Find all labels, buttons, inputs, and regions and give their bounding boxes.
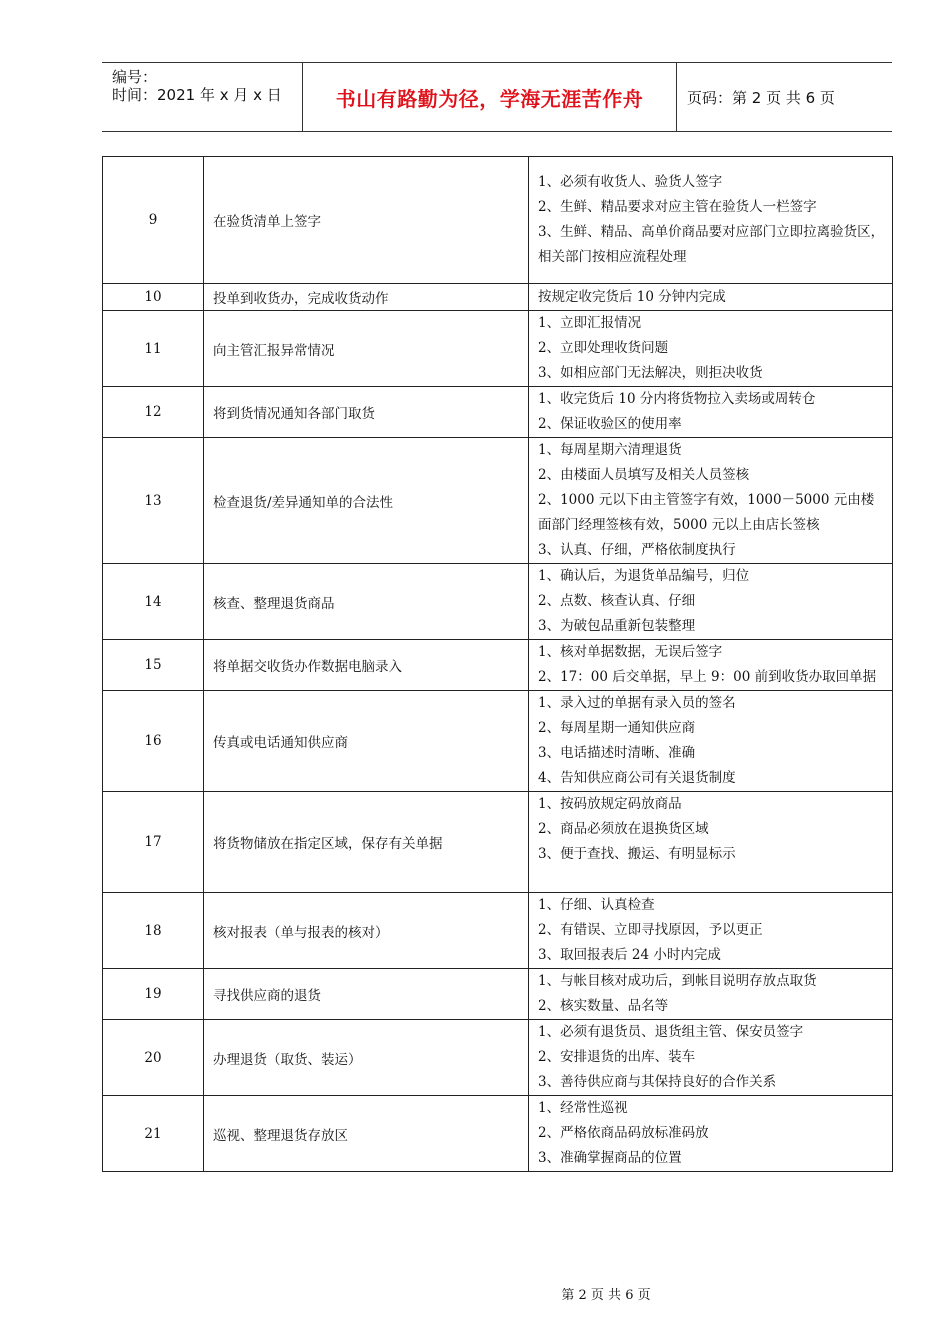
row-task: 在验货清单上签字 bbox=[204, 157, 529, 284]
row-number: 12 bbox=[103, 387, 204, 438]
table-row bbox=[103, 157, 893, 284]
row-task: 核查、整理退货商品 bbox=[204, 564, 529, 640]
row-requirements bbox=[529, 284, 893, 311]
requirement-line: 3、便于查找、搬运、有明显标示 bbox=[538, 846, 736, 862]
row-number: 10 bbox=[103, 284, 204, 311]
row-number: 13 bbox=[103, 438, 204, 564]
requirement-line: 2、1000 元以下由主管签字有效，1000－5000 元由楼面部门经理签核有效，5000 元以上由店长签核 bbox=[538, 492, 875, 533]
requirement-line: 2、核实数量、品名等 bbox=[538, 998, 669, 1014]
requirement-line: 2、立即处理收货问题 bbox=[538, 340, 669, 356]
requirement-line: 2、安排退货的出库、装车 bbox=[538, 1049, 696, 1065]
requirement-line: 2、由楼面人员填写及相关人员签核 bbox=[538, 467, 750, 483]
requirement-line: 1、经常性巡视 bbox=[538, 1100, 628, 1116]
requirement-line: 3、电话描述时清晰、准确 bbox=[538, 745, 696, 761]
row-requirements bbox=[529, 1096, 893, 1172]
requirement-line: 3、如相应部门无法解决，则拒决收货 bbox=[538, 365, 763, 381]
requirement-line: 2、17：00 后交单据，早上 9：00 前到收货办取回单据 bbox=[538, 669, 877, 685]
table-row bbox=[103, 969, 893, 1020]
requirement-line: 2、商品必须放在退换货区域 bbox=[538, 821, 709, 837]
requirement-line: 1、仔细、认真检查 bbox=[538, 897, 655, 913]
table-row bbox=[103, 1096, 893, 1172]
requirement-line: 1、与帐目核对成功后，到帐目说明存放点取货 bbox=[538, 973, 817, 989]
requirement-line: 2、保证收验区的使用率 bbox=[538, 416, 682, 432]
requirement-line: 4、告知供应商公司有关退货制度 bbox=[538, 770, 736, 786]
table-row bbox=[103, 1020, 893, 1096]
row-task: 将货物储放在指定区域，保存有关单据 bbox=[204, 792, 529, 893]
requirement-line: 1、必须有收货人、验货人签字 bbox=[538, 174, 723, 190]
requirement-line: 1、立即汇报情况 bbox=[538, 315, 642, 331]
row-number: 16 bbox=[103, 691, 204, 792]
table-row bbox=[103, 387, 893, 438]
requirement-line: 2、严格依商品码放标准码放 bbox=[538, 1125, 709, 1141]
row-requirements bbox=[529, 893, 893, 969]
page-info: 页码：第 2 页 共 6 页 bbox=[687, 88, 835, 107]
requirement-line: 1、收完货后 10 分内将货物拉入卖场或周转仓 bbox=[538, 391, 816, 407]
requirement-line: 1、核对单据数据，无误后签字 bbox=[538, 644, 723, 660]
requirement-line: 3、认真、仔细，严格依制度执行 bbox=[538, 542, 736, 558]
row-requirements bbox=[529, 564, 893, 640]
row-requirements bbox=[529, 387, 893, 438]
requirement-line: 1、必须有退货员、退货组主管、保安员签字 bbox=[538, 1024, 804, 1040]
footer-page-number: 第 2 页 共 6 页 bbox=[561, 1288, 651, 1303]
table-row bbox=[103, 640, 893, 691]
requirement-line: 3、为破包品重新包装整理 bbox=[538, 618, 696, 634]
header-motto-cell bbox=[303, 63, 677, 131]
requirement-line: 3、取回报表后 24 小时内完成 bbox=[538, 947, 721, 963]
row-task: 寻找供应商的退货 bbox=[204, 969, 529, 1020]
requirement-line: 2、生鲜、精品要求对应主管在验货人一栏签字 bbox=[538, 199, 817, 215]
requirement-line: 1、确认后，为退货单品编号，归位 bbox=[538, 568, 750, 584]
row-task: 投单到收货办，完成收货动作 bbox=[204, 284, 529, 311]
table-row bbox=[103, 284, 893, 311]
row-number: 21 bbox=[103, 1096, 204, 1172]
row-number: 19 bbox=[103, 969, 204, 1020]
row-requirements bbox=[529, 157, 893, 284]
row-task: 将单据交收货办作数据电脑录入 bbox=[204, 640, 529, 691]
row-task: 向主管汇报异常情况 bbox=[204, 311, 529, 387]
motto-text: 书山有路勤为径，学海无涯苦作舟 bbox=[335, 86, 644, 111]
row-number: 9 bbox=[103, 157, 204, 284]
row-task: 传真或电话通知供应商 bbox=[204, 691, 529, 792]
procedure-table bbox=[102, 156, 893, 1172]
header-info-cell bbox=[102, 63, 303, 131]
table-row bbox=[103, 438, 893, 564]
row-requirements bbox=[529, 1020, 893, 1096]
table-row bbox=[103, 691, 893, 792]
header-page-cell bbox=[677, 63, 892, 131]
row-requirements bbox=[529, 438, 893, 564]
requirement-line: 2、点数、核查认真、仔细 bbox=[538, 593, 696, 609]
requirement-line: 相关部门按相应流程处理 bbox=[538, 249, 687, 265]
row-task: 将到货情况通知各部门取货 bbox=[204, 387, 529, 438]
table-row bbox=[103, 792, 893, 893]
row-task: 巡视、整理退货存放区 bbox=[204, 1096, 529, 1172]
row-number: 11 bbox=[103, 311, 204, 387]
requirement-line: 1、每周星期六清理退货 bbox=[538, 442, 682, 458]
row-requirements bbox=[529, 969, 893, 1020]
row-number: 18 bbox=[103, 893, 204, 969]
table-row bbox=[103, 311, 893, 387]
row-number: 15 bbox=[103, 640, 204, 691]
doc-time-label: 时间：2021 年 x 月 x 日 bbox=[112, 86, 282, 104]
page-header bbox=[102, 62, 892, 132]
requirement-line: 1、按码放规定码放商品 bbox=[538, 796, 682, 812]
requirement-line bbox=[538, 867, 886, 892]
procedure-table-body bbox=[103, 157, 893, 1172]
table-row bbox=[103, 893, 893, 969]
requirement-line: 2、每周星期一通知供应商 bbox=[538, 720, 696, 736]
requirement-line: 3、生鲜、精品、高单价商品要对应部门立即拉离验货区， bbox=[538, 224, 885, 240]
row-requirements bbox=[529, 691, 893, 792]
requirement-line: 3、准确掌握商品的位置 bbox=[538, 1150, 682, 1166]
row-requirements bbox=[529, 792, 893, 893]
page-footer bbox=[0, 1284, 950, 1303]
requirement-line: 2、有错误、立即寻找原因，予以更正 bbox=[538, 922, 763, 938]
row-task: 核对报表（单与报表的核对） bbox=[204, 893, 529, 969]
requirement-line: 3、善待供应商与其保持良好的合作关系 bbox=[538, 1074, 777, 1090]
row-task: 检查退货/差异通知单的合法性 bbox=[204, 438, 529, 564]
doc-code-label: 编号： bbox=[112, 68, 158, 86]
row-requirements bbox=[529, 311, 893, 387]
row-number: 14 bbox=[103, 564, 204, 640]
row-requirements bbox=[529, 640, 893, 691]
requirement-line: 按规定收完货后 10 分钟内完成 bbox=[538, 288, 726, 305]
row-number: 20 bbox=[103, 1020, 204, 1096]
row-task: 办理退货（取货、装运） bbox=[204, 1020, 529, 1096]
table-row bbox=[103, 564, 893, 640]
requirement-line: 1、录入过的单据有录入员的签名 bbox=[538, 695, 736, 711]
row-number: 17 bbox=[103, 792, 204, 893]
